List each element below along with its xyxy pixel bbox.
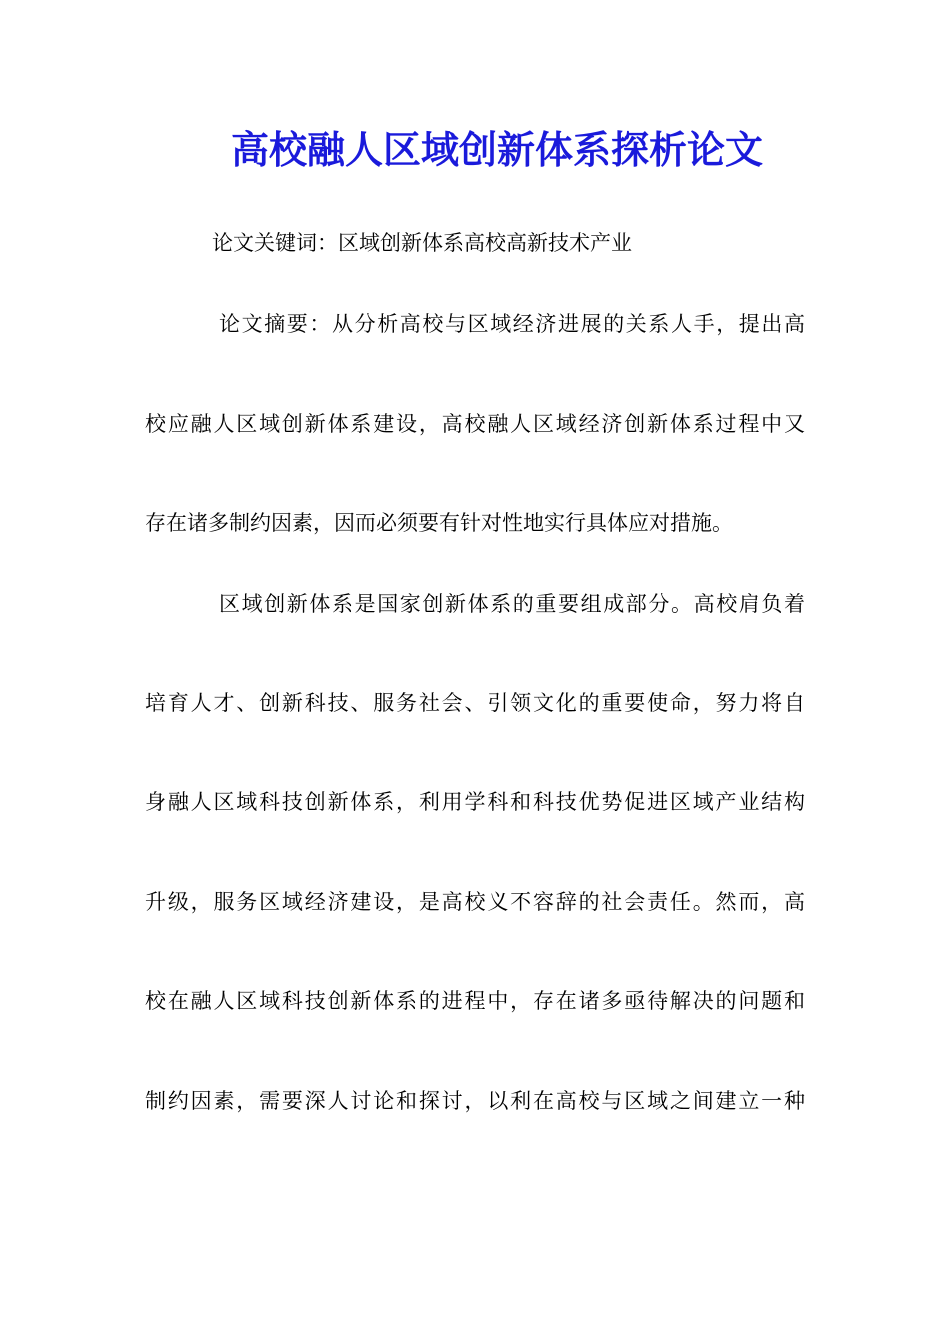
abstract-line: 存在诸多制约因素，因而必须要有针对性地实行具体应对措施。 xyxy=(145,511,733,535)
paragraph-line: 身融人区域科技创新体系，利用学科和科技优势促进区域产业结构 xyxy=(145,790,805,814)
paragraph-line: 升级，服务区域经济建设，是高校义不容辞的社会责任。然而，高 xyxy=(145,890,805,914)
abstract-line: 论文摘要：从分析高校与区域经济进展的关系人手，提出高 xyxy=(219,312,805,336)
paragraph-line: 区域创新体系是国家创新体系的重要组成部分。高校肩负着 xyxy=(219,592,805,616)
paragraph-line: 制约因素，需要深人讨论和探讨，以利在高校与区域之间建立一种 xyxy=(145,1089,805,1113)
paragraph-line: 校在融人区域科技创新体系的进程中，存在诸多亟待解决的问题和 xyxy=(145,989,805,1013)
abstract-line: 校应融人区域创新体系建设，高校融人区域经济创新体系过程中又 xyxy=(145,412,805,436)
keywords-line: 论文关键词：区域创新体系高校高新技术产业 xyxy=(212,231,632,255)
document-title: 高校融人区域创新体系探析论文 xyxy=(230,127,763,172)
paragraph-line: 培育人才、创新科技、服务社会、引领文化的重要使命，努力将自 xyxy=(145,691,805,715)
